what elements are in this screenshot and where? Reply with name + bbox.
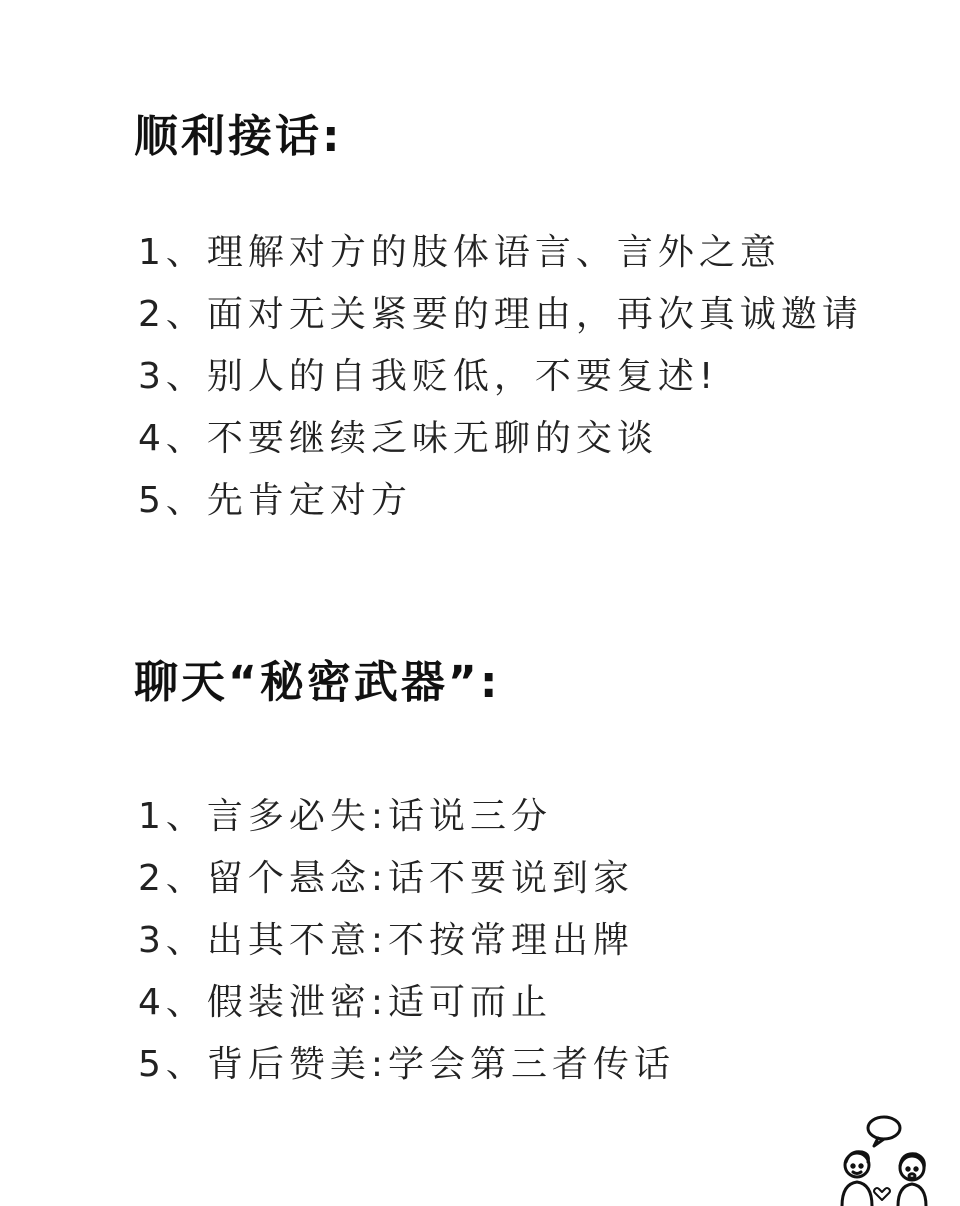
list-item: 4、假装泄密:适可而止 (138, 982, 553, 1023)
secret-weapon-list (138, 786, 675, 1096)
two-people-chatting-icon (832, 1110, 942, 1206)
list-item: 3、别人的自我贬低，不要复述! (138, 356, 719, 397)
section-title-smooth-reply: 顺利接话: (134, 111, 343, 162)
list-item: 5、背后赞美:学会第三者传话 (138, 1044, 676, 1085)
section-title-secret-weapon: 聊天“秘密武器”: (134, 657, 501, 708)
list-item: 2、面对无关紧要的理由，再次真诚邀请 (138, 294, 863, 335)
list-item: 2、留个悬念:话不要说到家 (138, 858, 635, 899)
smooth-reply-list (138, 222, 863, 532)
list-item: 1、理解对方的肢体语言、言外之意 (138, 232, 781, 273)
list-item: 4、不要继续乏味无聊的交谈 (138, 418, 658, 459)
list-item: 5、先肯定对方 (138, 480, 412, 521)
list-item: 1、言多必失:话说三分 (138, 796, 553, 837)
list-item: 3、出其不意:不按常理出牌 (138, 920, 635, 961)
